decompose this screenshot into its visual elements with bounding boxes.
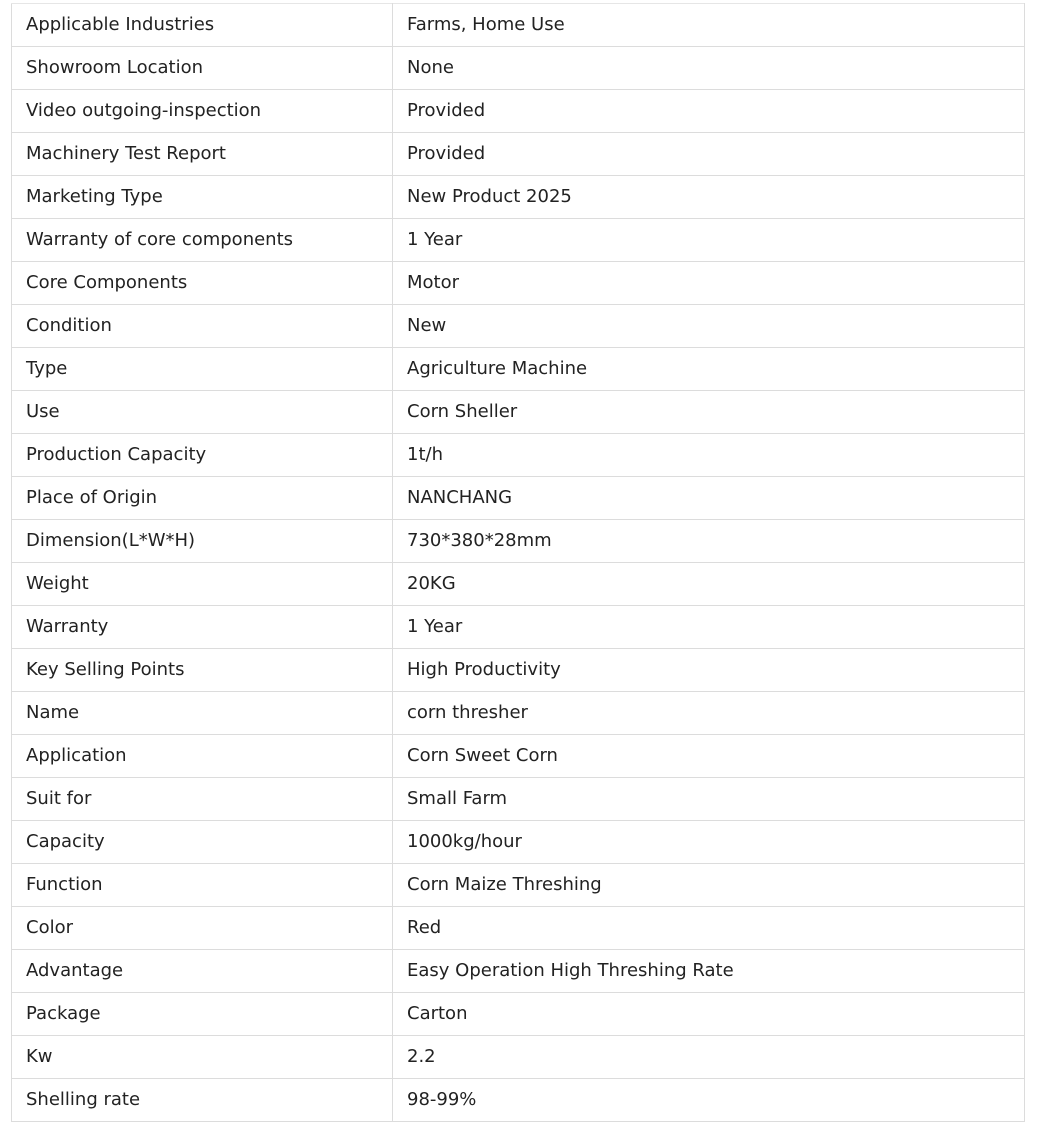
spec-label: Warranty of core components <box>12 219 393 262</box>
spec-value: NANCHANG <box>393 477 1025 520</box>
spec-label: Dimension(L*W*H) <box>12 520 393 563</box>
spec-label: Place of Origin <box>12 477 393 520</box>
table-row <box>12 649 1025 692</box>
table-row <box>12 735 1025 778</box>
spec-label: Machinery Test Report <box>12 133 393 176</box>
spec-value: Corn Sweet Corn <box>393 735 1025 778</box>
spec-value: 730*380*28mm <box>393 520 1025 563</box>
spec-label: Type <box>12 348 393 391</box>
table-row <box>12 950 1025 993</box>
spec-label: Core Components <box>12 262 393 305</box>
spec-label: Shelling rate <box>12 1079 393 1122</box>
spec-table-body <box>12 4 1025 1122</box>
spec-value: corn thresher <box>393 692 1025 735</box>
spec-label: Weight <box>12 563 393 606</box>
table-row <box>12 778 1025 821</box>
spec-value: New Product 2025 <box>393 176 1025 219</box>
table-row <box>12 1079 1025 1122</box>
spec-value: 1000kg/hour <box>393 821 1025 864</box>
table-row <box>12 348 1025 391</box>
spec-value: 1 Year <box>393 219 1025 262</box>
spec-label: Package <box>12 993 393 1036</box>
table-row <box>12 864 1025 907</box>
table-row <box>12 993 1025 1036</box>
spec-label: Kw <box>12 1036 393 1079</box>
spec-label: Production Capacity <box>12 434 393 477</box>
spec-label: Marketing Type <box>12 176 393 219</box>
spec-value: Corn Sheller <box>393 391 1025 434</box>
spec-value: High Productivity <box>393 649 1025 692</box>
spec-label: Function <box>12 864 393 907</box>
table-row <box>12 262 1025 305</box>
table-row <box>12 1036 1025 1079</box>
spec-label: Condition <box>12 305 393 348</box>
spec-label: Name <box>12 692 393 735</box>
spec-label: Showroom Location <box>12 47 393 90</box>
table-row <box>12 90 1025 133</box>
spec-value: Red <box>393 907 1025 950</box>
spec-label: Use <box>12 391 393 434</box>
spec-value: New <box>393 305 1025 348</box>
spec-label: Advantage <box>12 950 393 993</box>
spec-value: 1 Year <box>393 606 1025 649</box>
spec-value: Easy Operation High Threshing Rate <box>393 950 1025 993</box>
spec-value: Small Farm <box>393 778 1025 821</box>
spec-value: 20KG <box>393 563 1025 606</box>
table-row <box>12 907 1025 950</box>
table-row <box>12 520 1025 563</box>
spec-label: Suit for <box>12 778 393 821</box>
spec-value: Provided <box>393 133 1025 176</box>
spec-label: Video outgoing-inspection <box>12 90 393 133</box>
spec-value: Farms, Home Use <box>393 4 1025 47</box>
table-row <box>12 305 1025 348</box>
spec-value: Agriculture Machine <box>393 348 1025 391</box>
spec-value: 1t/h <box>393 434 1025 477</box>
spec-value: 2.2 <box>393 1036 1025 1079</box>
spec-label: Color <box>12 907 393 950</box>
spec-label: Capacity <box>12 821 393 864</box>
table-row <box>12 391 1025 434</box>
table-row <box>12 434 1025 477</box>
table-row <box>12 692 1025 735</box>
table-row <box>12 563 1025 606</box>
spec-value: Carton <box>393 993 1025 1036</box>
spec-value: Provided <box>393 90 1025 133</box>
spec-value: Corn Maize Threshing <box>393 864 1025 907</box>
spec-label: Applicable Industries <box>12 4 393 47</box>
table-row <box>12 47 1025 90</box>
table-row <box>12 133 1025 176</box>
table-row <box>12 606 1025 649</box>
table-row <box>12 821 1025 864</box>
table-row <box>12 176 1025 219</box>
spec-value: Motor <box>393 262 1025 305</box>
spec-value: None <box>393 47 1025 90</box>
spec-label: Warranty <box>12 606 393 649</box>
spec-table <box>11 3 1025 1122</box>
table-row <box>12 4 1025 47</box>
spec-label: Key Selling Points <box>12 649 393 692</box>
table-row <box>12 477 1025 520</box>
spec-value: 98-99% <box>393 1079 1025 1122</box>
spec-label: Application <box>12 735 393 778</box>
table-row <box>12 219 1025 262</box>
